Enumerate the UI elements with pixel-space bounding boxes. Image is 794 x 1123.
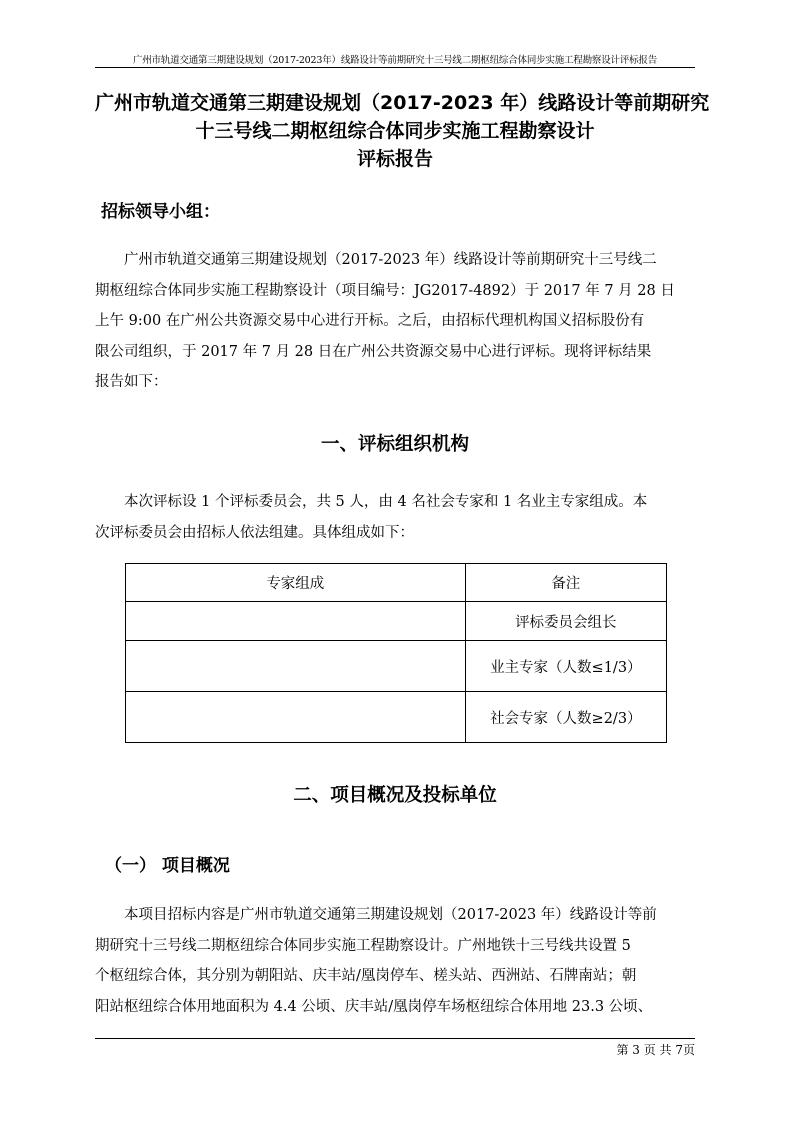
expert-composition-table [125,563,667,743]
section-2-heading: 二、项目概况及投标单位 [293,785,497,806]
table-header-row [126,564,667,602]
section-2-line: 本项目招标内容是广州市轨道交通第三期建设规划（2017-2023 年）线路设计等前 [124,907,657,923]
section-1-paragraph [95,487,695,548]
intro-line: 限公司组织，于 2017 年 7 月 28 日在广州公共资源交易中心进行评标。现将评标结果 [95,343,652,360]
page-number: 第 3 页 共 7页 [616,1043,695,1057]
table-cell [126,641,466,692]
header-divider [95,67,695,68]
report-title-line-2: 十三号线二期枢纽综合体同步实施工程勘察设计 [195,120,595,142]
table-row [126,641,667,692]
report-title-line-3: 评标报告 [356,148,433,170]
intro-line: 报告如下： [95,374,168,390]
section-2-line: 个枢纽综合体，其分别为朝阳站、庆丰站/凰岗停车、槎头站、西洲站、石牌南站；朝 [95,968,637,984]
header-remarks: 备注 [465,564,666,602]
intro-line: 上午 9:00 在广州公共资源交易中心进行开标。之后，由招标代理机构国义招标股份有 [95,313,645,329]
intro-line: 广州市轨道交通第三期建设规划（2017-2023 年）线路设计等前期研究十三号线二 [124,252,657,268]
section-2-paragraph [95,900,695,1022]
section-2-line: 期研究十三号线二期枢纽综合体同步实施工程勘察设计。广州地铁十三号线共设置 5 [95,937,631,954]
section-1-line: 次评标委员会由招标人依法组建。具体组成如下： [95,524,414,541]
intro-line: 期枢纽综合体同步实施工程勘察设计（项目编号：JG2017-4892）于 2017 年 7 月 28 日 [95,282,675,299]
table-row [126,602,667,641]
section-2-line: 阳站枢纽综合体用地面积为 4.4 公顷、庆丰站/凰岗停车场枢纽综合体用地 23.3 公顷、 [95,998,653,1015]
table-cell: 业主专家（人数≤1/3） [465,641,666,692]
table-cell: 社会专家（人数≥2/3） [465,692,666,743]
section-2-subheading: （一） 项目概况 [105,856,230,876]
table-cell [126,692,466,743]
footer-divider [95,1038,695,1039]
table-row [126,692,667,743]
section-1-line: 本次评标设 1 个评标委员会，共 5 人，由 4 名社会专家和 1 名业主专家组成。本 [124,494,648,510]
table-cell [126,602,466,641]
section-1-heading: 一、评标组织机构 [320,434,469,455]
leadership-label: 招标领导小组： [101,202,220,222]
table-cell: 评标委员会组长 [465,602,666,641]
page-header: 广州市轨道交通第三期建设规划（2017-2023年）线路设计等前期研究十三号线二期枢纽综合体同步实施工程勘察设计评标报告 [132,55,658,66]
intro-paragraph [95,245,695,398]
header-expert-composition: 专家组成 [126,564,466,602]
report-title-line-1: 广州市轨道交通第三期建设规划（2017-2023 年）线路设计等前期研究 [95,92,710,114]
